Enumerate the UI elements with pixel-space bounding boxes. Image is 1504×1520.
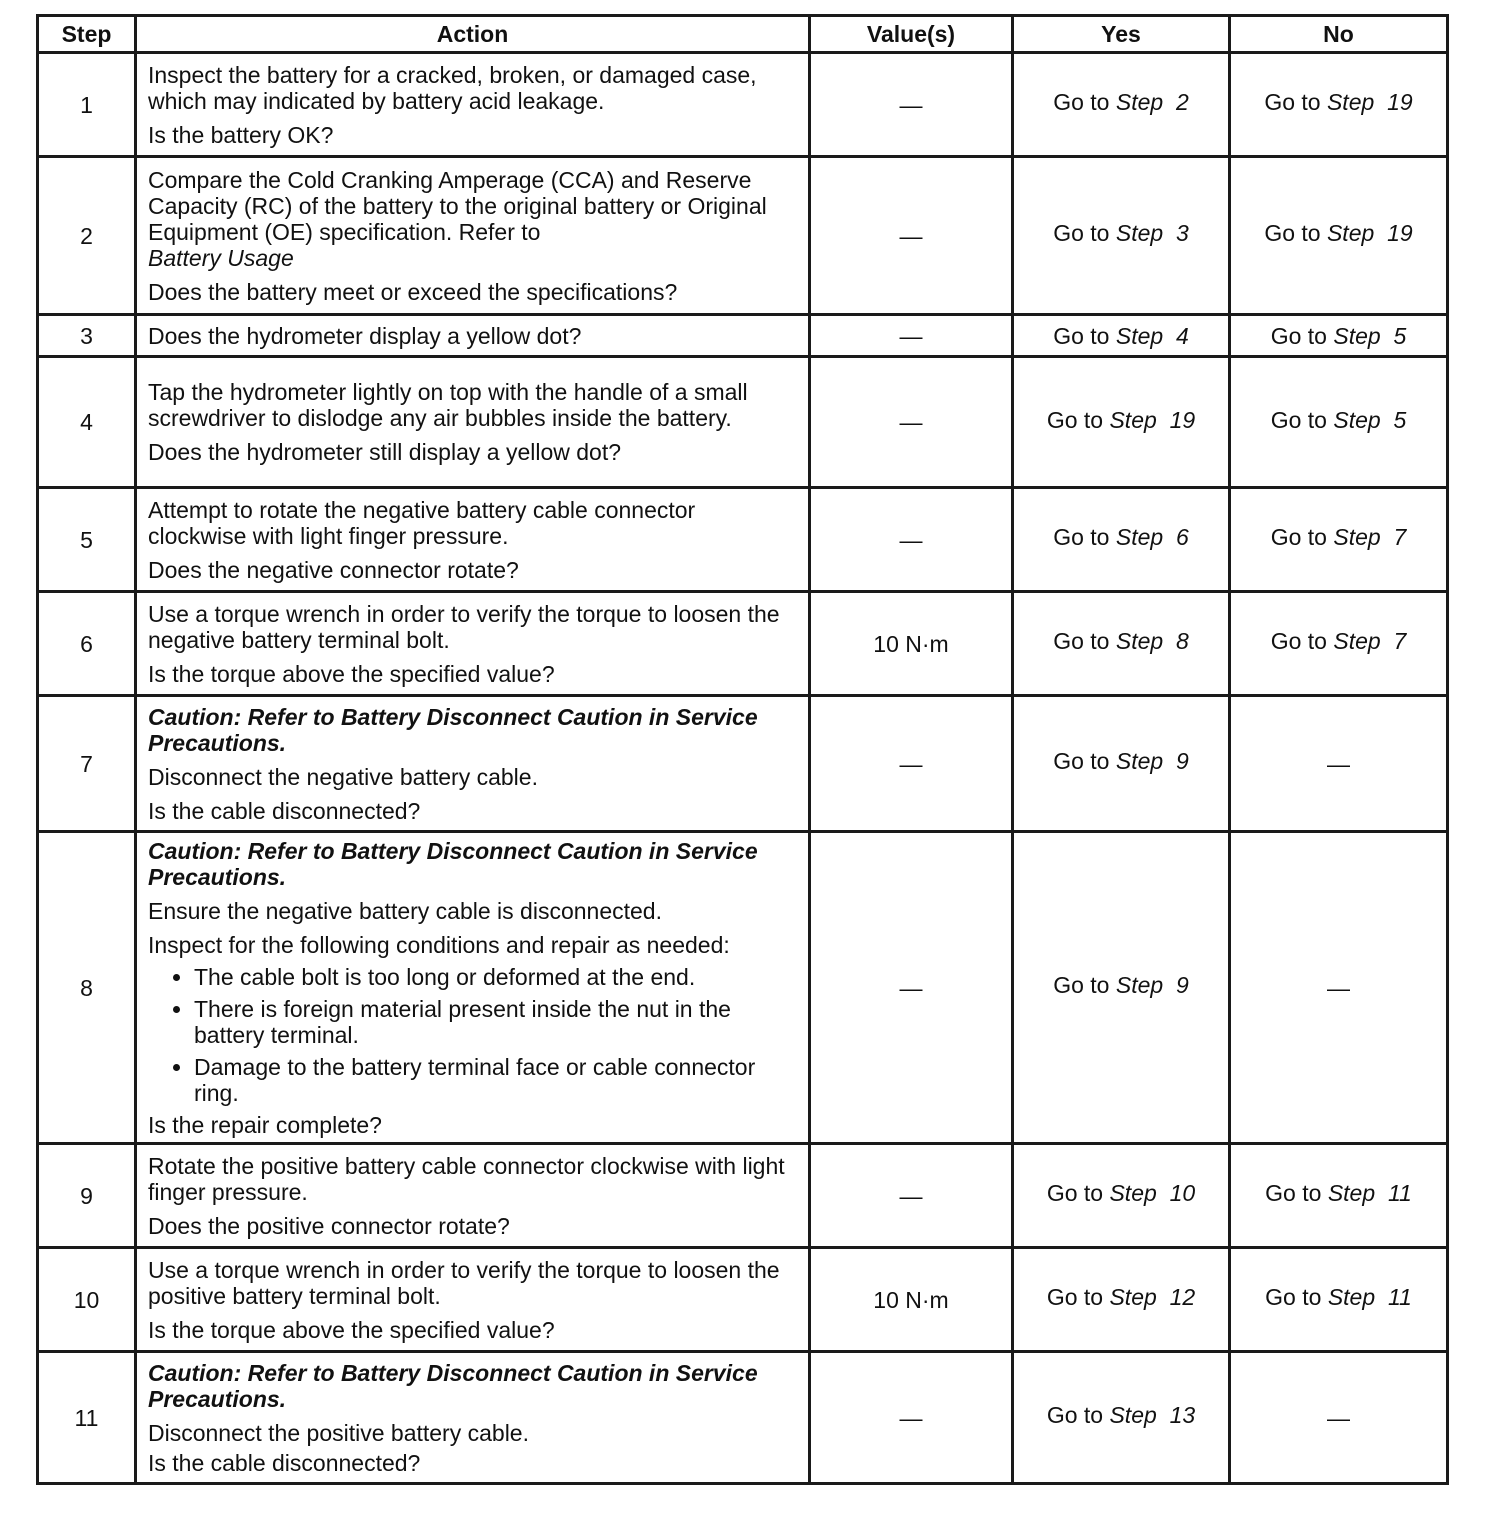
- caution-note: Caution: Refer to Battery Disconnect Caution in Service Precautions.: [148, 837, 758, 890]
- action-question: Does the hydrometer still display a yellow dot?: [148, 439, 622, 465]
- yes-step-ref: 2: [1175, 89, 1189, 115]
- value-cell: —: [810, 157, 1013, 315]
- no-step-word: Step: [1333, 406, 1381, 433]
- list-item: • The cable bolt is too long or deformed at the end.: [194, 964, 798, 990]
- table-row: [38, 53, 1448, 157]
- table-row: [38, 1248, 1448, 1352]
- no-cell: —: [1230, 696, 1448, 832]
- step-number: 5: [38, 488, 136, 592]
- yes-cell: [1013, 357, 1230, 488]
- no-cell: [1230, 157, 1448, 315]
- action-question: Is the torque above the specified value?: [148, 660, 555, 687]
- no-step-ref: 7: [1393, 628, 1407, 654]
- no-goto-label: Go to: [1270, 524, 1327, 550]
- value-cell: —: [810, 315, 1013, 357]
- no-goto-label: Go to: [1270, 628, 1327, 654]
- yes-step-ref: 12: [1169, 1284, 1196, 1310]
- no-goto-label: Go to: [1265, 1180, 1322, 1206]
- yes-step-word: Step: [1109, 1284, 1157, 1310]
- step-number: 6: [38, 592, 136, 696]
- yes-cell: [1013, 315, 1230, 357]
- no-cell: [1230, 315, 1448, 357]
- yes-step-ref: 9: [1175, 972, 1189, 998]
- yes-step-ref: 10: [1169, 1180, 1196, 1206]
- no-step-word: Step: [1333, 524, 1381, 550]
- action-text: Tap the hydrometer lightly on top with the handle of a small screwdriver to dislodge any air bubbles inside the battery.: [148, 379, 748, 431]
- yes-step-ref: 6: [1175, 524, 1189, 550]
- yes-goto-label: Go to: [1053, 220, 1110, 246]
- yes-cell: [1013, 1248, 1230, 1352]
- no-goto-label: Go to: [1270, 322, 1327, 349]
- table-row: [38, 157, 1448, 315]
- step-number: 4: [38, 357, 136, 488]
- no-cell: [1230, 1144, 1448, 1248]
- no-step-ref: 11: [1387, 1180, 1412, 1206]
- no-step-word: Step: [1327, 1284, 1376, 1310]
- yes-cell: [1013, 53, 1230, 157]
- yes-cell: [1013, 1352, 1230, 1484]
- no-step-word: Step: [1333, 322, 1381, 349]
- no-step-word: Step: [1326, 220, 1375, 246]
- step-number: 10: [38, 1248, 136, 1352]
- action-cell: [136, 832, 810, 1144]
- action-text: Ensure the negative battery cable is disconnected.: [148, 897, 662, 924]
- action-question: Is the torque above the specified value?: [148, 1316, 555, 1343]
- no-step-ref: 5: [1393, 322, 1407, 349]
- yes-step-word: Step: [1115, 89, 1164, 115]
- header-values: Value(s): [810, 16, 1013, 53]
- yes-cell: [1013, 1144, 1230, 1248]
- yes-cell: [1013, 488, 1230, 592]
- table-row: [38, 315, 1448, 357]
- no-cell: [1230, 357, 1448, 488]
- step-number: 9: [38, 1144, 136, 1248]
- action-cell: [136, 53, 810, 157]
- yes-cell: [1013, 696, 1230, 832]
- action-cell: [136, 488, 810, 592]
- yes-step-word: Step: [1115, 748, 1164, 774]
- yes-goto-label: Go to: [1046, 1284, 1104, 1310]
- action-text: Inspect for the following conditions and repair as needed:: [148, 931, 730, 958]
- header-yes: Yes: [1013, 16, 1230, 53]
- value-cell: —: [810, 488, 1013, 592]
- no-cell: [1230, 488, 1448, 592]
- action-question: Is the battery OK?: [148, 121, 334, 148]
- no-goto-label: Go to: [1270, 406, 1327, 433]
- action-text: Attempt to rotate the negative battery cable connector clockwise with light finger pressure.: [148, 496, 696, 549]
- no-step-word: Step: [1327, 1180, 1376, 1206]
- step-number: 11: [38, 1352, 136, 1484]
- no-cell: —: [1230, 832, 1448, 1144]
- action-text: Inspect the battery for a cracked, broken, or damaged case, which may indicated by battery acid leakage.: [148, 61, 757, 114]
- yes-goto-label: Go to: [1046, 1180, 1104, 1206]
- no-step-ref: 7: [1393, 524, 1407, 550]
- value-cell: —: [810, 357, 1013, 488]
- table-row: [38, 1144, 1448, 1248]
- yes-step-word: Step: [1115, 322, 1164, 349]
- table-row: [38, 696, 1448, 832]
- yes-step-ref: 3: [1175, 220, 1189, 246]
- action-reference: Battery Usage: [148, 244, 294, 271]
- action-cell: [136, 315, 810, 357]
- no-cell: [1230, 592, 1448, 696]
- action-question: Does the hydrometer display a yellow dot?: [148, 322, 582, 349]
- caution-note: Caution: Refer to Battery Disconnect Caution in Service Precautions.: [148, 1359, 758, 1412]
- no-goto-label: Go to: [1264, 220, 1321, 246]
- action-cell: [136, 696, 810, 832]
- yes-step-ref: 19: [1169, 406, 1196, 433]
- no-goto-label: Go to: [1264, 89, 1321, 115]
- no-cell: [1230, 1248, 1448, 1352]
- table-row: [38, 357, 1448, 488]
- value-cell: 10 N·m: [810, 592, 1013, 696]
- yes-goto-label: Go to: [1053, 748, 1110, 774]
- step-number: 2: [38, 157, 136, 315]
- header-row: [38, 16, 1448, 53]
- action-cell: [136, 357, 810, 488]
- value-cell: —: [810, 1144, 1013, 1248]
- action-text: Disconnect the negative battery cable.: [148, 763, 538, 790]
- yes-step-ref: 4: [1175, 322, 1189, 349]
- yes-cell: [1013, 592, 1230, 696]
- action-question: Is the cable disconnected?: [148, 1449, 421, 1476]
- list-item: • Damage to the battery terminal face or cable connector ring.: [194, 1054, 798, 1106]
- table-row: [38, 488, 1448, 592]
- yes-goto-label: Go to: [1053, 524, 1110, 550]
- header-action: Action: [136, 16, 810, 53]
- yes-step-ref: 9: [1175, 748, 1189, 774]
- action-text: Use a torque wrench in order to verify the torque to loosen the positive battery terminal bolt.: [148, 1256, 780, 1309]
- no-step-word: Step: [1333, 628, 1381, 654]
- value-cell: —: [810, 832, 1013, 1144]
- yes-goto-label: Go to: [1053, 628, 1110, 654]
- action-cell: [136, 1248, 810, 1352]
- yes-step-word: Step: [1115, 220, 1164, 246]
- yes-step-word: Step: [1115, 972, 1164, 998]
- step-number: 3: [38, 315, 136, 357]
- caution-note: Caution: Refer to Battery Disconnect Caution in Service Precautions.: [148, 703, 758, 756]
- value-cell: 10 N·m: [810, 1248, 1013, 1352]
- no-step-ref: 5: [1393, 406, 1407, 433]
- yes-goto-label: Go to: [1053, 972, 1110, 998]
- yes-goto-label: Go to: [1046, 406, 1104, 433]
- action-text: Rotate the positive battery cable connector clockwise with light finger pressure.: [148, 1152, 785, 1205]
- action-text: Disconnect the positive battery cable.: [148, 1419, 529, 1446]
- yes-goto-label: Go to: [1053, 322, 1110, 349]
- action-cell: [136, 592, 810, 696]
- yes-goto-label: Go to: [1053, 89, 1110, 115]
- yes-cell: [1013, 832, 1230, 1144]
- action-question: Is the repair complete?: [148, 1111, 382, 1138]
- no-cell: —: [1230, 1352, 1448, 1484]
- header-no: No: [1230, 16, 1448, 53]
- action-cell: [136, 1144, 810, 1248]
- action-text: Compare the Cold Cranking Amperage (CCA) and Reserve Capacity (RC) of the battery to the original battery or Original Equipment (OE) specification. Refer to: [148, 166, 767, 245]
- step-number: 8: [38, 832, 136, 1144]
- value-cell: —: [810, 1352, 1013, 1484]
- yes-step-word: Step: [1115, 524, 1164, 550]
- table-row: [38, 592, 1448, 696]
- yes-step-word: Step: [1109, 1180, 1157, 1206]
- step-number: 7: [38, 696, 136, 832]
- action-question: Does the battery meet or exceed the specifications?: [148, 278, 678, 305]
- no-step-word: Step: [1326, 89, 1375, 115]
- action-cell: [136, 157, 810, 315]
- yes-step-word: Step: [1109, 1402, 1157, 1428]
- no-step-ref: 19: [1387, 220, 1413, 246]
- no-goto-label: Go to: [1265, 1284, 1322, 1310]
- yes-cell: [1013, 157, 1230, 315]
- yes-step-ref: 8: [1175, 628, 1189, 654]
- yes-goto-label: Go to: [1046, 1402, 1104, 1428]
- no-step-ref: 19: [1387, 89, 1413, 115]
- header-step: Step: [38, 16, 136, 53]
- condition-list: [148, 964, 798, 1106]
- no-step-ref: 11: [1387, 1284, 1412, 1310]
- yes-step-word: Step: [1109, 406, 1157, 433]
- step-number: 1: [38, 53, 136, 157]
- no-cell: [1230, 53, 1448, 157]
- action-question: Does the negative connector rotate?: [148, 556, 519, 583]
- diagnostic-table: [36, 14, 1449, 1485]
- value-cell: —: [810, 53, 1013, 157]
- value-cell: —: [810, 696, 1013, 832]
- yes-step-ref: 13: [1169, 1402, 1196, 1428]
- table-row: [38, 1352, 1448, 1484]
- action-question: Is the cable disconnected?: [148, 797, 421, 824]
- list-item: • There is foreign material present inside the nut in the battery terminal.: [194, 996, 798, 1048]
- action-cell: [136, 1352, 810, 1484]
- action-question: Does the positive connector rotate?: [148, 1212, 510, 1239]
- table-row: [38, 832, 1448, 1144]
- yes-step-word: Step: [1115, 628, 1164, 654]
- action-text: Use a torque wrench in order to verify the torque to loosen the negative battery terminal bolt.: [148, 600, 780, 653]
